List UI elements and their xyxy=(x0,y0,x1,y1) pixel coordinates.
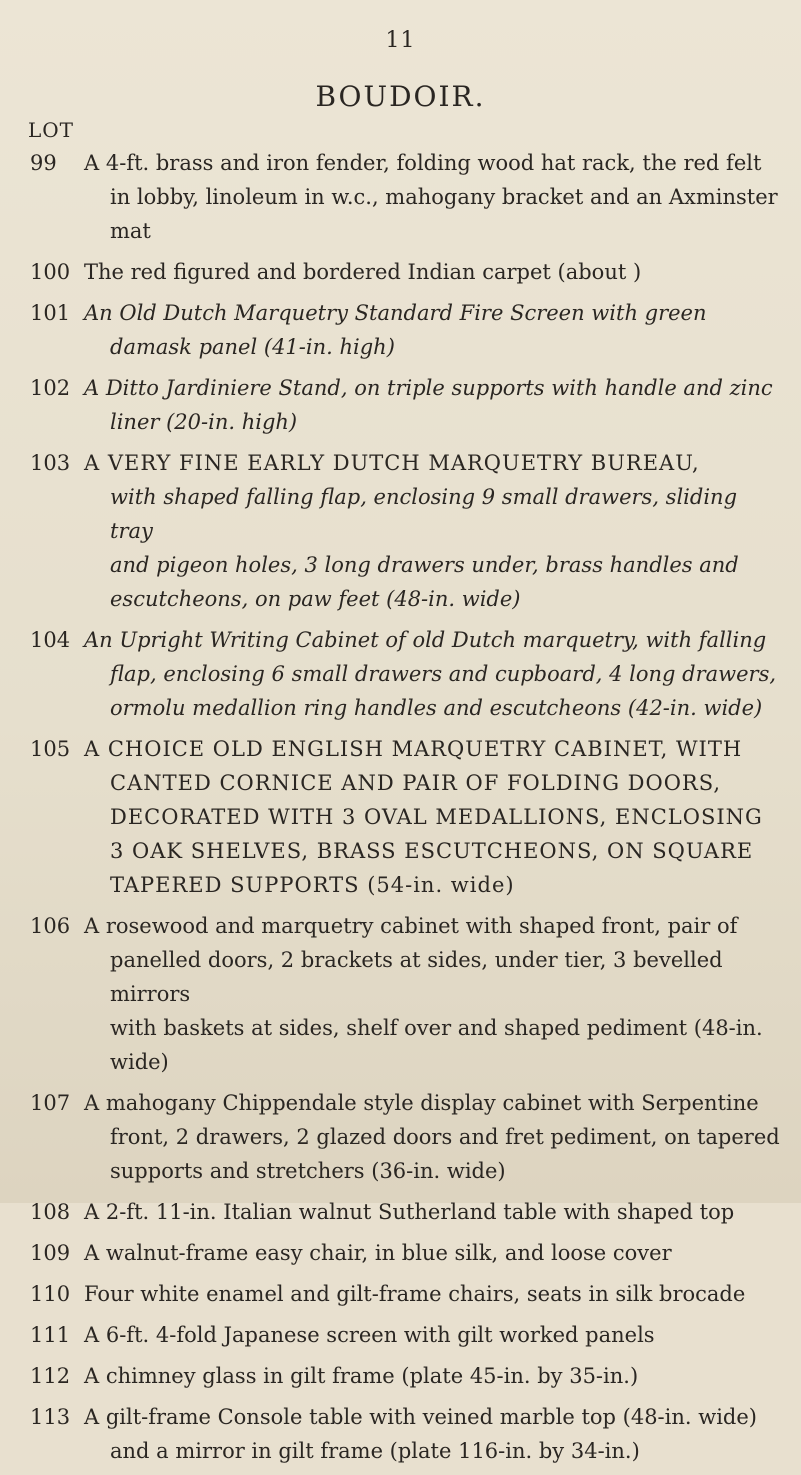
lot-entry xyxy=(0,446,801,616)
lot-description xyxy=(84,909,784,1079)
lot-description-line: A rosewood and marquetry cabinet with shaped front, pair of xyxy=(84,914,738,938)
lot-description-line: damask panel (41-in. high) xyxy=(110,335,395,359)
lot-entry xyxy=(0,623,801,725)
lot-description-line: and a mirror in gilt frame (plate 116-in. by 34-in.) xyxy=(110,1439,640,1463)
lot-description-line: TAPERED SUPPORTS (54-in. wide) xyxy=(110,873,515,897)
lot-description xyxy=(84,1236,784,1270)
lot-entry xyxy=(0,732,801,902)
lot-description-line: An Old Dutch Marquetry Standard Fire Screen with green xyxy=(84,301,707,325)
lot-description-line: flap, enclosing 6 small drawers and cupboard, 4 long drawers, xyxy=(110,662,777,686)
lot-number: 105 xyxy=(30,737,71,761)
lot-number: 108 xyxy=(30,1200,71,1224)
lot-entry xyxy=(0,1277,801,1311)
lot-number: 113 xyxy=(30,1405,71,1429)
lot-description xyxy=(84,1086,784,1188)
lot-description xyxy=(84,1400,784,1468)
lot-entry xyxy=(0,909,801,1079)
lot-number: 106 xyxy=(30,914,71,938)
lot-description-line: supports and stretchers (36-in. wide) xyxy=(110,1159,506,1183)
lot-description-line: 3 OAK SHELVES, BRASS ESCUTCHEONS, ON SQUARE xyxy=(110,839,754,863)
lot-description xyxy=(84,146,784,248)
lot-description-line: wide) xyxy=(110,1050,169,1074)
lot-description xyxy=(84,623,784,725)
lot-description-line: Four white enamel and gilt-frame chairs, seats in silk brocade xyxy=(84,1282,746,1306)
lot-description-line: ormolu medallion ring handles and escutcheons (42-in. wide) xyxy=(110,696,763,720)
lot-description-line: mat xyxy=(110,219,151,243)
lot-description xyxy=(84,1195,784,1229)
lot-description-line: A mahogany Chippendale style display cabinet with Serpentine xyxy=(84,1091,759,1115)
lot-number: 104 xyxy=(30,628,71,652)
lot-description-line: with baskets at sides, shelf over and shaped pediment (48-in. xyxy=(110,1016,763,1040)
lot-entry xyxy=(0,1400,801,1468)
lot-number: 107 xyxy=(30,1091,71,1115)
lot-description-line: A chimney glass in gilt frame (plate 45-in. by 35-in.) xyxy=(84,1364,639,1388)
lot-number: 100 xyxy=(30,260,71,284)
lot-description-line: An Upright Writing Cabinet of old Dutch marquetry, with falling xyxy=(84,628,767,652)
lot-description-line: and pigeon holes, 3 long drawers under, brass handles and xyxy=(110,553,739,577)
lot-description-line: with shaped falling flap, enclosing 9 small drawers, sliding tray xyxy=(110,485,738,543)
page-number: 11 xyxy=(385,28,416,53)
lot-description-line: A 6-ft. 4-fold Japanese screen with gilt worked panels xyxy=(84,1323,655,1347)
lot-entry xyxy=(0,255,801,289)
lot-description-line: in lobby, linoleum in w.c., mahogany bracket and an Axminster xyxy=(110,185,778,209)
lot-description-line: A 2-ft. 11-in. Italian walnut Sutherland table with shaped top xyxy=(84,1200,735,1224)
lot-description xyxy=(84,732,784,902)
lot-description-line: A CHOICE OLD ENGLISH MARQUETRY CABINET, WITH xyxy=(84,737,743,761)
lot-description-line: DECORATED WITH 3 OVAL MEDALLIONS, ENCLOSING xyxy=(110,805,763,829)
lot-description-line: The red figured and bordered Indian carpet (about ) xyxy=(84,260,642,284)
lot-description xyxy=(84,371,784,439)
lot-number: 112 xyxy=(30,1364,71,1388)
lot-description-line: A gilt-frame Console table with veined marble top (48-in. wide) xyxy=(84,1405,757,1429)
lot-description xyxy=(84,1318,784,1352)
lot-entry xyxy=(0,1086,801,1188)
lot-number: 102 xyxy=(30,376,71,400)
lot-description xyxy=(84,1359,784,1393)
lot-number: 103 xyxy=(30,451,71,475)
lot-entry xyxy=(0,371,801,439)
lot-entry xyxy=(0,1236,801,1270)
section-title: BOUDOIR. xyxy=(315,80,486,113)
lot-entry xyxy=(0,296,801,364)
lot-number: 109 xyxy=(30,1241,71,1265)
lot-description-line: front, 2 drawers, 2 glazed doors and fret pediment, on tapered xyxy=(110,1125,780,1149)
lot-entry xyxy=(0,1318,801,1352)
lot-number: 111 xyxy=(30,1323,71,1347)
lot-entry xyxy=(0,146,801,248)
lot-description-line: panelled doors, 2 brackets at sides, under tier, 3 bevelled mirrors xyxy=(110,948,723,1006)
lot-column-label: LOT xyxy=(28,118,75,142)
lot-description-line: A 4-ft. brass and iron fender, folding wood hat rack, the red felt xyxy=(84,151,762,175)
lot-description-line: escutcheons, on paw feet (48-in. wide) xyxy=(110,587,521,611)
lot-description xyxy=(84,1277,784,1311)
lot-list xyxy=(0,146,801,1475)
lot-entry xyxy=(0,1359,801,1393)
lot-description xyxy=(84,255,784,289)
lot-description-line: A Ditto Jardiniere Stand, on triple supports with handle and zinc xyxy=(84,376,773,400)
lot-description xyxy=(84,446,784,616)
lot-description-line: A VERY FINE EARLY DUTCH MARQUETRY BUREAU, xyxy=(84,451,700,475)
lot-description-line: liner (20-in. high) xyxy=(110,410,298,434)
lot-number: 110 xyxy=(30,1282,71,1306)
lot-description xyxy=(84,296,784,364)
lot-description-line: A walnut-frame easy chair, in blue silk, and loose cover xyxy=(84,1241,672,1265)
lot-number: 101 xyxy=(30,301,71,325)
lot-description-line: CANTED CORNICE AND PAIR OF FOLDING DOORS, xyxy=(110,771,722,795)
lot-number: 99 xyxy=(30,151,57,175)
lot-entry xyxy=(0,1195,801,1229)
